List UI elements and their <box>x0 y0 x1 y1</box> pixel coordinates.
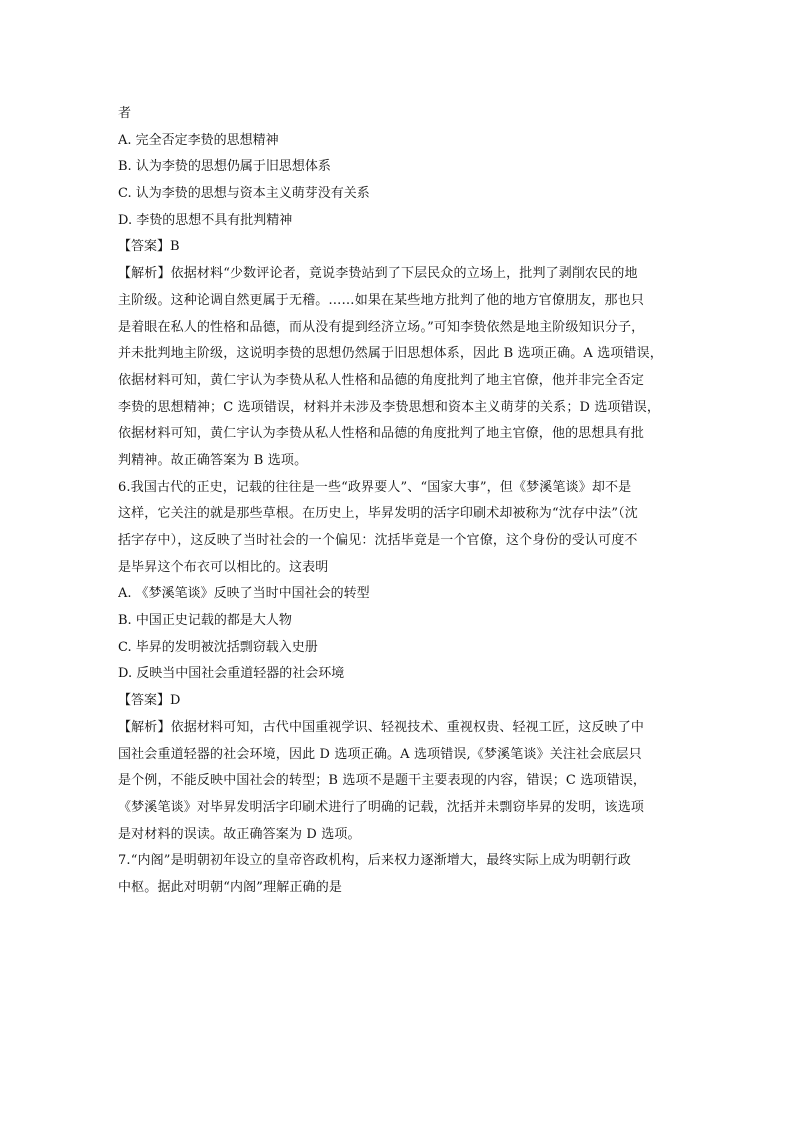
continued-text: 者 <box>118 106 132 121</box>
option-a: A. 《梦溪笔谈》反映了当时中国社会的转型 <box>118 586 370 602</box>
analysis-line: 主阶级。这种论调自然更属于无稽。……如果在某些地方批判了他的地方官僚朋友，那也只 <box>118 292 645 308</box>
option-c: C. 毕昇的发明被沈括剽窃载入史册 <box>118 639 318 655</box>
analysis-line: 是对材料的误读。故正确答案为 D 选项。 <box>118 826 361 842</box>
question-7-stem <box>118 848 680 901</box>
analysis-line: 是个例，不能反映中国社会的转型；B 选项不是题干主要表现的内容，错误；C 选项错误， <box>118 773 647 789</box>
analysis-line: 《梦溪笔谈》对毕昇发明活字印刷术进行了明确的记载，沈括并未剽窃毕昇的发明，该选项 <box>118 799 645 815</box>
stem-line: 这样，它关注的就是那些草根。在历史上，毕昇发明的活字印刷术却被称为“沈存中法”（沈 <box>118 506 638 522</box>
analysis-line: 依据材料可知，黄仁宇认为李贽从私人性格和品德的角度批判了地主官僚，他的思想具有批 <box>118 426 645 442</box>
analysis-line: 【解析】依据材料可知，古代中国重视学识、轻视技术、重视权贵、轻视工匠，这反映了中 <box>118 719 645 735</box>
analysis-line: 并未批判地主阶级，这说明李贽的思想仍然属于旧思想体系，因此 B 选项正确。A 选项错误， <box>118 346 663 362</box>
stem-line: 是毕昇这个布衣可以相比的。这表明 <box>118 559 329 575</box>
question-5-answer: 【答案】B <box>118 239 180 255</box>
option-b: B. 中国正史记载的都是大人物 <box>118 613 292 629</box>
option-a: A. 完全否定李贽的思想精神 <box>118 132 279 148</box>
question-5-analysis <box>118 261 680 475</box>
analysis-line: 国社会重道轻器的社会环境，因此 D 选项正确。A 选项错误,《梦溪笔谈》关注社会底层只 <box>118 746 642 762</box>
analysis-line: 是着眼在私人的性格和品德，而从没有提到经济立场。”可知李贽依然是地主阶级知识分子， <box>118 319 645 335</box>
question-6-options <box>118 581 680 688</box>
stem-line: 括字存中），这反映了当时社会的一个偏见：沈括毕竟是一个官僚，这个身份的受认可度不 <box>118 533 638 548</box>
option-d: D. 反映当中国社会重道轻器的社会环境 <box>118 666 345 682</box>
analysis-line: 【解析】依据材料“少数评论者，竟说李贽站到了下层民众的立场上，批判了剥削农民的地 <box>118 266 638 282</box>
analysis-line: 李贽的思想精神；C 选项错误，材料并未涉及李贽思想和资本主义萌芽的关系；D 选项错误， <box>118 399 661 415</box>
option-d: D. 李贽的思想不具有批判精神 <box>118 212 293 228</box>
stem-line: 中枢。据此对明朝“内阁”理解正确的是 <box>118 879 342 895</box>
stem-line: 7.“内阁”是明朝初年设立的皇帝咨政机构，后来权力逐渐增大，最终实际上成为明朝行政 <box>118 853 631 869</box>
analysis-line: 判精神。故正确答案为 B 选项。 <box>118 452 308 468</box>
option-b: B. 认为李贽的思想仍属于旧思想体系 <box>118 159 331 175</box>
option-c: C. 认为李贽的思想与资本主义萌芽没有关系 <box>118 186 370 202</box>
question-5-options <box>118 128 680 235</box>
question-6-answer: 【答案】D <box>118 693 181 709</box>
question-6-stem <box>118 475 680 582</box>
analysis-line: 依据材料可知，黄仁宇认为李贽从私人性格和品德的角度批判了地主官僚，他并非完全否定 <box>118 372 645 388</box>
question-6-analysis <box>118 715 680 848</box>
stem-line: 6.我国古代的正史，记载的往往是一些“政界要人”、“国家大事”，但《梦溪笔谈》却不是 <box>118 479 632 495</box>
document-page <box>118 101 680 902</box>
